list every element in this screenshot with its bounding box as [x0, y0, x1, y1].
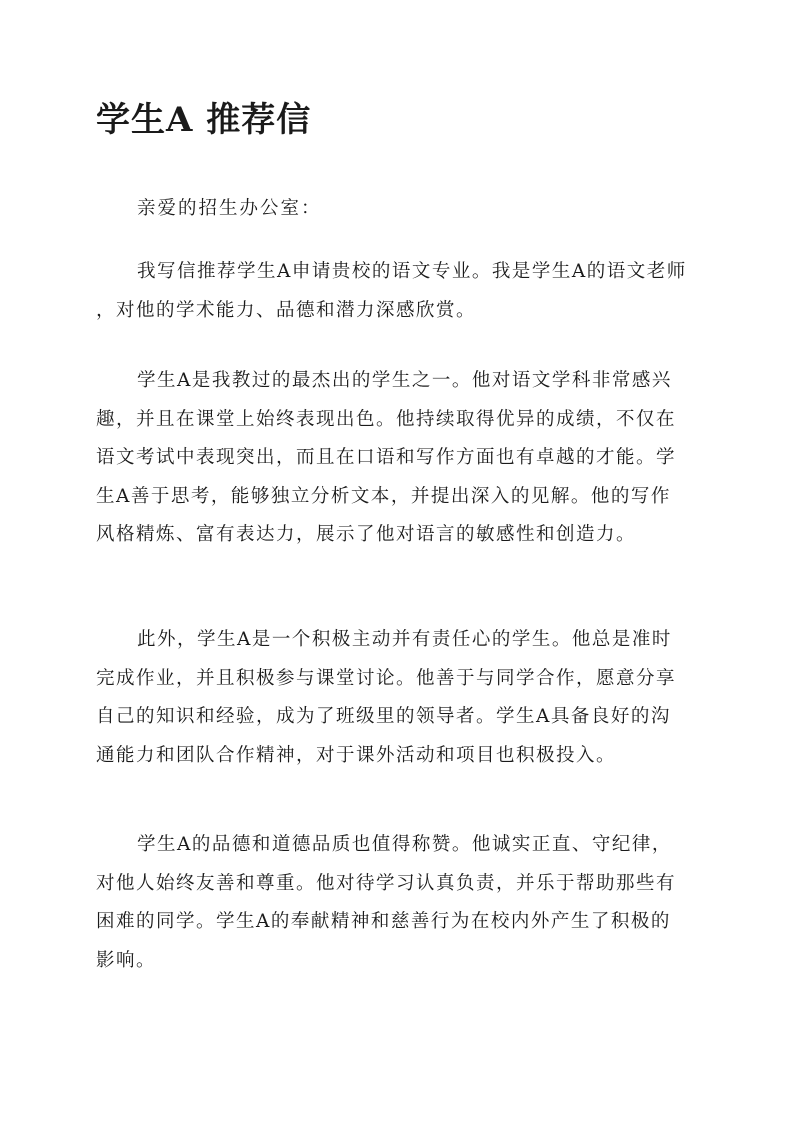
paragraph-line: ，对他的学术能力、品德和潜力深感欣赏。: [96, 299, 477, 321]
paragraph-line: 困难的同学。学生A的奉献精神和慈善行为在校内外产生了积极的: [96, 911, 671, 932]
paragraph-line: 影响。: [96, 949, 157, 971]
paragraph-line: 对他人始终友善和尊重。他对待学习认真负责，并乐于帮助那些有: [96, 872, 677, 894]
paragraph-line: 通能力和团队合作精神，对于课外活动和项目也积极投入。: [96, 744, 617, 766]
paragraph-responsibility: [96, 621, 716, 775]
paragraph-line: 学生A是我教过的最杰出的学生之一。他对语文学科非常感兴: [137, 370, 672, 391]
paragraph-recommendation-intro: [96, 253, 716, 330]
paragraph-line: 完成作业，并且积极参与课堂讨论。他善于与同学合作，愿意分享: [96, 667, 677, 689]
paragraph-line: 此外，学生A是一个积极主动并有责任心的学生。他总是准时: [137, 629, 672, 650]
letter-title: 学生A 推荐信: [96, 100, 312, 140]
salutation: 亲爱的招生办公室：: [137, 198, 322, 219]
paragraph-line: 语文考试中表现突出，而且在口语和写作方面也有卓越的才能。学: [96, 447, 677, 468]
paragraph-character: [96, 826, 716, 980]
paragraph-line: 自己的知识和经验，成为了班级里的领导者。学生A具备良好的沟: [96, 706, 671, 727]
paragraph-line: 我写信推荐学生A申请贵校的语文专业。我是学生A的语文老师: [137, 261, 687, 282]
paragraph-line: 学生A的品德和道德品质也值得称赞。他诚实正直、守纪律，: [137, 834, 672, 855]
paragraph-line: 趣，并且在课堂上始终表现出色。他持续取得优异的成绩，不仅在: [96, 408, 677, 430]
paragraph-line: 风格精炼、富有表达力，展示了他对语言的敏感性和创造力。: [96, 524, 637, 545]
paragraph-academic-performance: [96, 362, 716, 555]
paragraph-line: 生A善于思考，能够独立分析文本，并提出深入的见解。他的写作: [96, 485, 671, 507]
